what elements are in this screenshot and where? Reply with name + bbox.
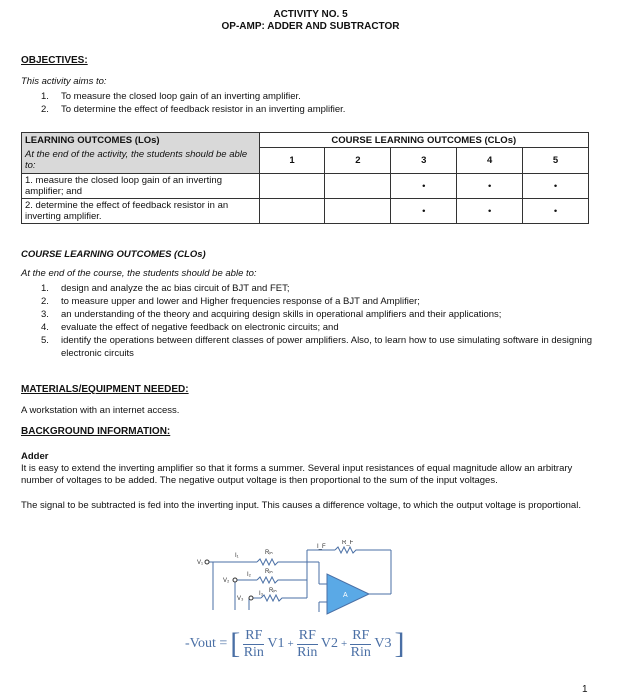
clo-item: 5. identify the operations between different classes of power amplifiers. Also, to learn how to use simulating software in designing electronic circuits (41, 335, 593, 359)
bracket-left: [ (230, 627, 241, 660)
clo-column-1: 1 (259, 148, 325, 174)
i2-label: I₂ (247, 572, 251, 578)
fraction-2: $\frac{RF}{\text{Rin}}$ (297, 627, 318, 660)
row-mark (259, 174, 325, 199)
materials-heading: MATERIALS/EQUIPMENT NEEDED: (21, 384, 189, 395)
clo-item: 4. evaluate the effect of negative feedback on electronic circuits; and (41, 322, 339, 333)
objectives-list (41, 90, 581, 116)
row-mark: • (391, 199, 457, 224)
i1-label: I₁ (235, 553, 239, 559)
objectives-intro: This activity aims to: (21, 76, 107, 87)
clo-item: 1. design and analyze the ac bias circuit of BJT and FET; (41, 283, 290, 294)
activity-title: OP-AMP: ADDER AND SUBTRACTOR (221, 21, 400, 32)
fraction-1: $\frac{RF}{\text{Rin}}$ (243, 627, 264, 660)
lo-header: LEARNING OUTCOMES (LOs) (22, 133, 260, 148)
fraction-3: $\frac{RF}{\text{Rin}}$ (350, 627, 371, 660)
i3-label: I₃ (259, 591, 264, 597)
clos-list (41, 282, 593, 360)
row-mark: • (523, 199, 589, 224)
clo-item: 2. to measure upper and lower and Higher frequencies response of a BJT and Amplifier; (41, 296, 420, 307)
lo-row-text: 2. determine the effect of feedback resistor in an inverting amplifier. (22, 199, 260, 224)
opamp-label: A (343, 592, 348, 599)
background-heading: BACKGROUND INFORMATION: (21, 426, 171, 437)
adder-subheading: Adder (21, 451, 49, 462)
background-para-2: The signal to be subtracted is fed into the inverting input. This causes a difference voltage, to which the output voltage is proportional. (21, 500, 581, 511)
rin1-label: Rᵢₙ (265, 550, 273, 556)
formula-var-1: V1 (267, 636, 285, 651)
row-mark: • (391, 174, 457, 199)
clos-heading: COURSE LEARNING OUTCOMES (CLOs) (21, 249, 206, 260)
clo-column-4: 4 (457, 148, 523, 174)
row-mark: • (457, 199, 523, 224)
clo-header: COURSE LEARNING OUTCOMES (CLOs) (259, 133, 588, 148)
objectives-heading: OBJECTIVES: (21, 55, 88, 66)
v2-label: V₂ (223, 578, 230, 584)
formula-var-3: V3 (374, 636, 392, 651)
activity-number: ACTIVITY NO. 5 (273, 9, 348, 20)
row-mark (259, 199, 325, 224)
rf-label: R_F (342, 540, 354, 546)
row-mark (325, 199, 391, 224)
rin3-label: Rᵢₙ (269, 588, 277, 594)
adder-circuit-diagram (195, 540, 415, 620)
row-mark (325, 174, 391, 199)
formula-var-2: V2 (320, 636, 338, 651)
objective-item: 1. To measure the closed loop gain of an inverting amplifier. (41, 91, 301, 102)
clo-column-5: 5 (523, 148, 589, 174)
if-label: I_F (317, 544, 326, 550)
objective-item: 2. To determine the effect of feedback resistor in an inverting amplifier. (41, 104, 346, 115)
v1-label: V₁ (197, 560, 204, 566)
lo-row-text: 1. measure the closed loop gain of an inverting amplifier; and (22, 174, 260, 199)
bracket-right: ] (394, 627, 405, 660)
plus-sign: + (340, 638, 348, 650)
plus-sign: + (287, 638, 294, 650)
v3-label: V₃ (237, 596, 244, 602)
table-row (22, 174, 589, 199)
row-mark: • (523, 174, 589, 199)
lo-subheader: At the end of the activity, the students should be able to: (22, 148, 260, 174)
background-para-1: It is easy to extend the inverting amplifier so that it forms a summer. Several input resistances of equal magnitude allow an arbitrary number of voltages to be added. The negative output voltage is then proportional to the sum of the input voltages. (21, 463, 573, 486)
materials-text: A workstation with an internet access. (21, 405, 180, 416)
table-row (22, 199, 589, 224)
formula-lhs: -Vout = (185, 636, 228, 651)
clo-column-3: 3 (391, 148, 457, 174)
page-number: 1 (582, 684, 588, 695)
rin2-label: Rᵢₙ (265, 569, 273, 575)
learning-outcomes-table (21, 132, 589, 224)
clos-intro: At the end of the course, the students should be able to: (21, 268, 257, 279)
adder-formula (185, 624, 404, 664)
clo-item: 3. an understanding of the theory and acquiring design skills in operational amplifiers and their applications; (41, 309, 502, 320)
clo-column-2: 2 (325, 148, 391, 174)
row-mark: • (457, 174, 523, 199)
